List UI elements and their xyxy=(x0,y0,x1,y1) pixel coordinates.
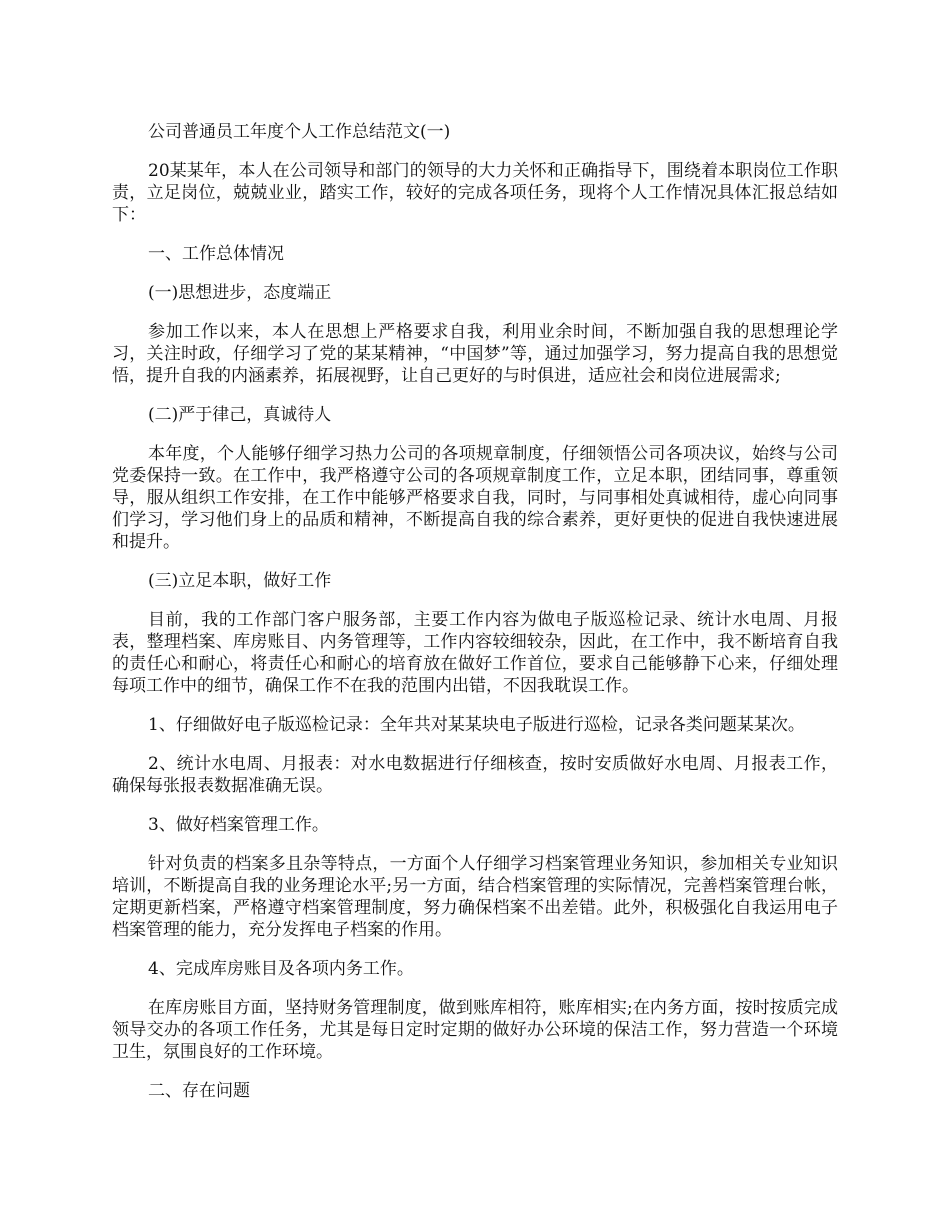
list-item: 4、完成库房账目及各项内务工作。 xyxy=(148,959,414,979)
subheading-duty: (三)立足本职，做好工作 xyxy=(148,571,332,591)
list-item: 2、统计水电周、月报表：对水电数据进行仔细核查，按时安质做好水电周、月报表工作，确保每张报表数据准确无误。 xyxy=(112,754,838,796)
list-item: 1、仔细做好电子版巡检记录：全年共对某某块电子版进行巡检，记录各类问题某某次。 xyxy=(148,715,805,735)
body-paragraph: 在库房账目方面，坚持财务管理制度，做到账库相符，账库相实;在内务方面，按时按质完成领导交办的各项工作任务，尤其是每日定时定期的做好办公环境的保洁工作，努力营造一个环境卫生，氛围良好的工作环境。 xyxy=(112,998,838,1062)
section-heading-problems: 二、存在问题 xyxy=(148,1081,250,1101)
section-heading-overall: 一、工作总体情况 xyxy=(148,244,284,264)
list-item: 3、做好档案管理工作。 xyxy=(148,815,329,835)
document-title: 公司普通员工年度个人工作总结范文(一) xyxy=(148,122,451,142)
intro-paragraph: 20某某年，本人在公司领导和部门的领导的大力关怀和正确指导下，围绕着本职岗位工作职责，立足岗位，兢兢业业，踏实工作，较好的完成各项任务，现将个人工作情况具体汇报总结如下： xyxy=(112,161,838,225)
body-paragraph: 参加工作以来，本人在思想上严格要求自我，利用业余时间，不断加强自我的思想理论学习，关注时政，仔细学习了党的某某精神，“中国梦”等，通过加强学习，努力提高自我的思想觉悟，提升自我的内涵素养，拓展视野，让自己更好的与时俱进，适应社会和岗位进展需求; xyxy=(112,322,838,386)
subheading-thought: (一)思想进步，态度端正 xyxy=(148,283,332,303)
body-paragraph: 针对负责的档案多且杂等特点，一方面个人仔细学习档案管理业务知识，参加相关专业知识培训，不断提高自我的业务理论水平;另一方面，结合档案管理的实际情况，完善档案管理台帐，定期更新档案，严格遵守档案管理制度，努力确保档案不出差错。此外，积极强化自我运用电子档案管理的能力，充分发挥电子档案的作用。 xyxy=(112,854,838,940)
body-paragraph: 本年度，个人能够仔细学习热力公司的各项规章制度，仔细领悟公司各项决议，始终与公司党委保持一致。在工作中，我严格遵守公司的各项规章制度工作，立足本职，团结同事，尊重领导，服从组织工作安排，在工作中能够严格要求自我，同时，与同事相处真诚相待，虚心向同事们学习，学习他们身上的品质和精神，不断提高自我的综合素养，更好更快的促进自我快速进展和提升。 xyxy=(112,444,838,552)
subheading-discipline: (二)严于律己，真诚待人 xyxy=(148,405,332,425)
body-paragraph: 目前，我的工作部门客户服务部，主要工作内容为做电子版巡检记录、统计水电周、月报表，整理档案、库房账目、内务管理等，工作内容较细较杂，因此，在工作中，我不断培育自我的责任心和耐心，将责任心和耐心的培育放在做好工作首位，要求自己能够静下心来，仔细处理每项工作中的细节，确保工作不在我的范围内出错，不因我耽误工作。 xyxy=(112,610,838,696)
